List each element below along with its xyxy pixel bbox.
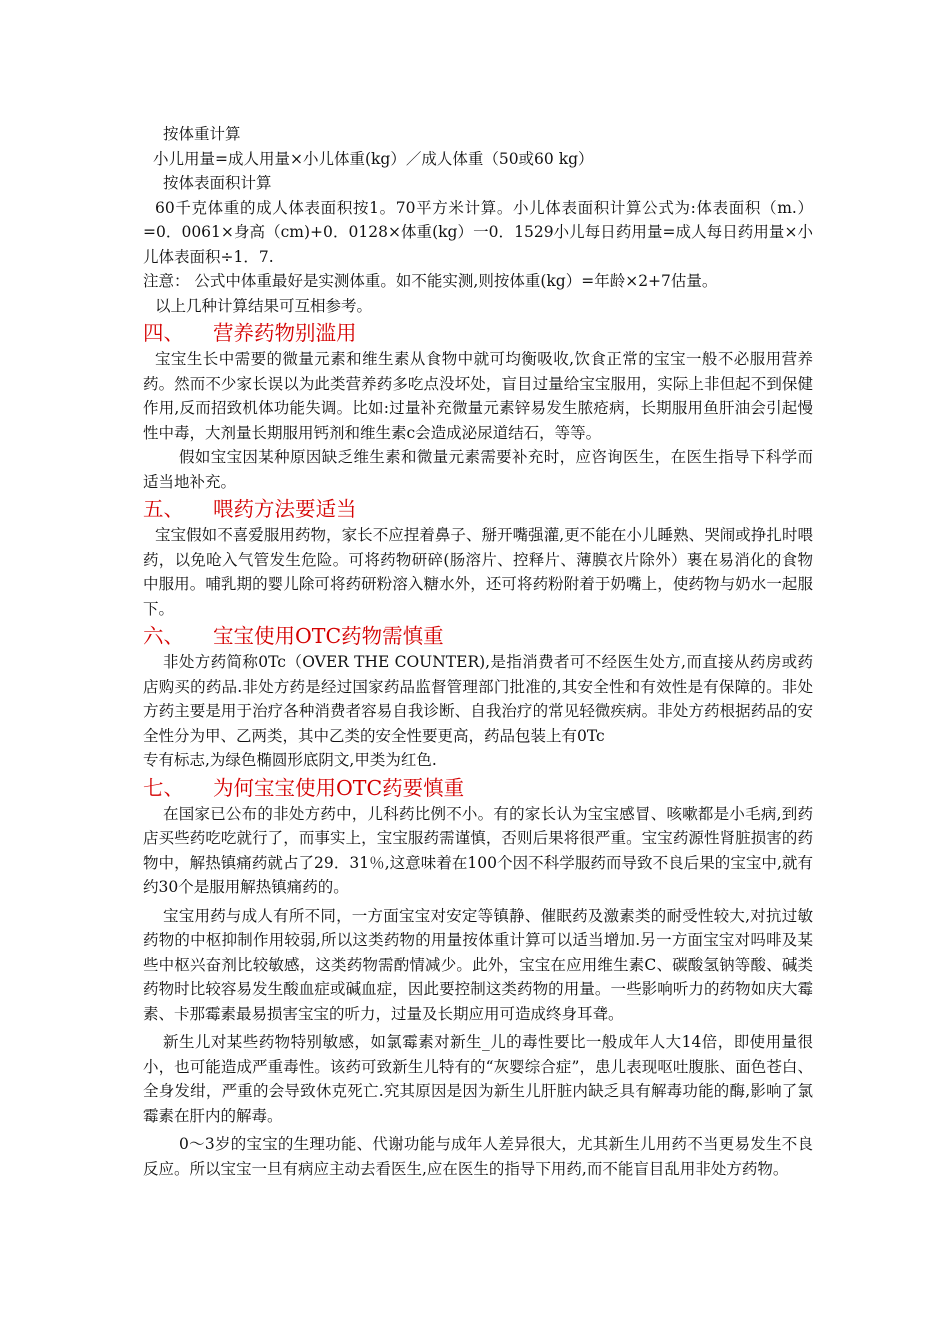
- section-number: 四、: [143, 321, 184, 345]
- paragraph: 0～3岁的宝宝的生理功能、代谢功能与成年人差异很大，尤其新生儿用药不当更易发生不良反应。所以宝宝一旦有病应主动去看医生,应在医生的指导下用药,而不能盲目乱用非处方药物。: [143, 1135, 813, 1178]
- paragraph: 专有标志,为绿色椭圆形底阴文,甲类为红色.: [143, 751, 437, 769]
- paragraph: 宝宝生长中需要的微量元素和维生素从食物中就可均衡吸收,饮食正常的宝宝一般不必服用营养药。然而不少家长误以为此类营养药多吃点没坏处，盲目过量给宝宝服用，实际上非但起不到保健作用,反而招致机体功能失调。比如:过量补充微量元素锌易发生脓疮病，长期服用鱼肝油会引起慢性中毒，大剂量长期服用钙剂和维生素c会造成泌尿道结石，等等。: [143, 350, 813, 442]
- weight-calc-formula: 小儿用量=成人用量×小儿体重(kg）／成人体重（50或60 kg）: [153, 149, 594, 168]
- weight-calc-title: 按体重计算: [163, 125, 241, 143]
- section-title: 喂药方法要适当: [213, 497, 357, 521]
- paragraph: 新生儿对某些药物特别敏感，如氯霉素对新生_儿的毒性要比一般成年人大14倍，即使用量很小，也可能造成严重毒性。该药可致新生儿特有的“灰婴综合症”，患儿表现呕吐腹胀、面色苍白、全身发绀，严重的会导致休克死亡.究其原因是因为新生儿肝脏内缺乏具有解毒功能的酶,影响了氯霉素在肝内的解毒。: [143, 1033, 813, 1125]
- paragraph: 假如宝宝因某种原因缺乏维生素和微量元素需要补充时，应咨询医生，在医生指导下科学而适当地补充。: [143, 448, 813, 491]
- calc-reference: 以上几种计算结果可互相参考。: [155, 296, 373, 315]
- section-heading: [143, 495, 813, 523]
- section-heading: [143, 319, 813, 347]
- calc-note: 注意： 公式中体重最好是实测体重。如不能实测,则按体重(kg）=年龄×2+7估量。: [143, 272, 718, 290]
- surface-calc-text: 60千克体重的成人体表面积按1。70平方米计算。小儿体表面积计算公式为:体表面积（m.）=0．0061×身高（cm)+0．0128×体重(kg）一0．1529小儿每日药用量=成人每日药用量×小儿体表面积÷1．7.: [143, 198, 813, 266]
- paragraph: 非处方药简称0Tc（OVER THE COUNTER),是指消费者可不经医生处方,而直接从药房或药店购买的药品.非处方药是经过国家药品监督管理部门批准的,其安全性和有效性是有保障的。非处方药主要是用于治疗各种消费者容易自我诊断、自我治疗的常见轻微疾病。非处方药根据药品的安全性分为甲、乙两类，其中乙类的安全性要更高，药品包装上有0Tc: [143, 653, 813, 745]
- section-title: 为何宝宝使用OTC药要慎重: [213, 775, 465, 800]
- section-number: 六、: [143, 624, 184, 648]
- section-heading: [143, 622, 813, 650]
- paragraph: 在国家已公布的非处方药中，儿科药比例不小。有的家长认为宝宝感冒、咳嗽都是小毛病,到药店买些药吃吃就行了，而事实上，宝宝服药需谨慎，否则后果将很严重。宝宝药源性肾脏损害的药物中，解热镇痛药就占了29．31％,这意味着在100个因不科学服药而导致不良后果的宝宝中,就有约30个是服用解热镇痛药的。: [143, 804, 813, 896]
- paragraph: 宝宝用药与成人有所不同，一方面宝宝对安定等镇静、催眠药及激素类的耐受性较大,对抗过敏药物的中枢抑制作用较弱,所以这类药物的用量按体重计算可以适当增加.另一方面宝宝对吗啡及某些中枢兴奋剂比较敏感，这类药物需酌情减少。此外，宝宝在应用维生素C、碳酸氢钠等酸、碱类药物时比较容易发生酸血症或碱血症，因此要控制这类药物的用量。一些影响听力的药物如庆大霉素、卡那霉素最易损害宝宝的听力，过量及长期应用可造成终身耳聋。: [143, 906, 813, 1023]
- document-page: [143, 122, 813, 1181]
- section-number: 五、: [143, 497, 184, 521]
- section-number: 七、: [143, 775, 184, 800]
- section-title: 营养药物别滥用: [213, 321, 357, 345]
- section-heading: [143, 774, 813, 802]
- surface-calc-title: 按体表面积计算: [163, 174, 272, 192]
- paragraph: 宝宝假如不喜爱服用药物，家长不应捏着鼻子、掰开嘴强灌,更不能在小儿睡熟、哭闹或挣扎时喂药，以免呛入气管发生危险。可将药物研碎(肠溶片、控释片、薄膜衣片除外）裹在易消化的食物中服用。哺乳期的婴儿除可将药研粉溶入糖水外，还可将药粉附着于奶嘴上，使药物与奶水一起服下。: [143, 526, 813, 618]
- section-title: 宝宝使用OTC药物需慎重: [213, 624, 444, 648]
